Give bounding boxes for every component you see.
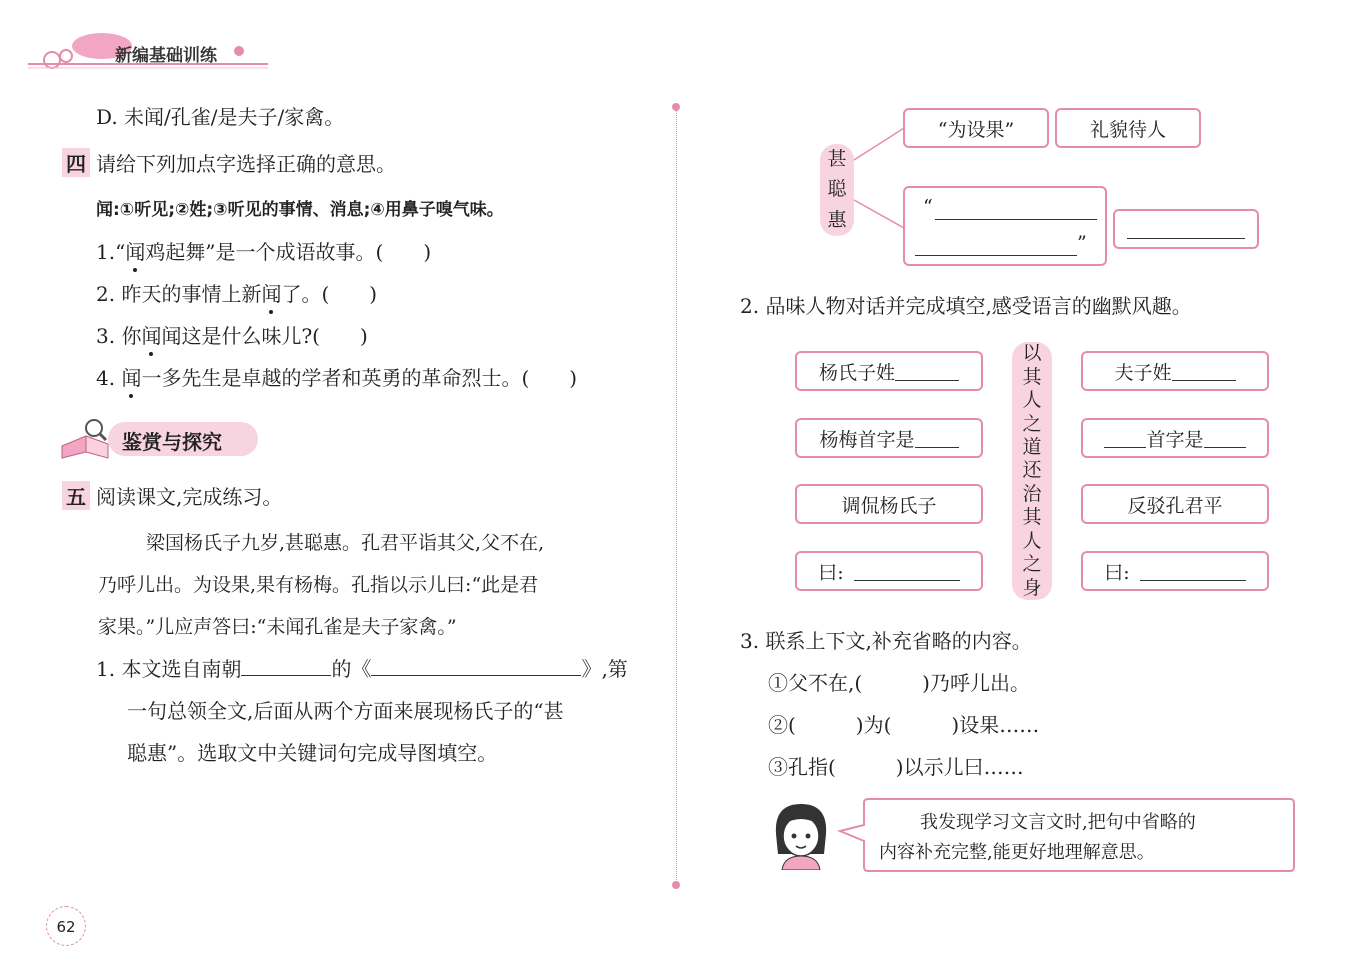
surname-blank[interactable]: [895, 361, 959, 381]
q4-item-pre: 3. 你: [96, 324, 142, 348]
q4-item-pre: 4.: [96, 366, 122, 390]
q2-left-box-4: [795, 551, 983, 591]
q2-right-label: 首字是: [1146, 428, 1204, 451]
q5-title: [62, 481, 282, 510]
quote-blank-1[interactable]: [935, 200, 1097, 220]
q4-item-4: [96, 362, 577, 391]
q5-text: 阅读课文,完成练习。: [96, 485, 283, 509]
master-surname-blank[interactable]: [1172, 361, 1236, 381]
open-quote: “: [923, 196, 933, 218]
dynasty-blank[interactable]: [241, 655, 331, 676]
q4-title: [62, 148, 396, 177]
q2-right-label: 曰:: [1104, 561, 1130, 584]
divider-dot-top: [672, 103, 680, 111]
q2-left-box-3: 调侃杨氏子: [795, 484, 983, 524]
q5-item1-part-b: 的《: [331, 657, 372, 681]
q2-center-char: 人: [1022, 529, 1042, 552]
q2-right-box-4: [1081, 551, 1269, 591]
page-number: 62: [56, 918, 76, 936]
speech-blank-left[interactable]: [854, 561, 960, 581]
q2-right-box-1: [1081, 351, 1269, 391]
q4-number: 四: [62, 148, 90, 177]
dotted-char: 闻: [121, 366, 142, 390]
q2-right-box-3: 反驳孔君平: [1081, 484, 1269, 524]
q2-right-label: 夫子姓: [1114, 361, 1172, 384]
q4-item-pre: 2. 昨天的事情上新: [96, 282, 262, 306]
q4-item-2: [96, 278, 377, 307]
option-d: D. 未闻/孔雀/是夫子/家禽。: [96, 105, 345, 129]
q5-item1-line2: 一句总领全文,后面从两个方面来展现杨氏子的“甚: [127, 699, 564, 723]
close-quote: ”: [1077, 232, 1087, 254]
section-banner: [56, 416, 261, 460]
q5-number: 五: [62, 481, 90, 510]
passage-line-1: 梁国杨氏子九岁,甚聪惠。孔君平诣其父,父不在,: [146, 532, 545, 554]
passage-line-3: 家果。”儿应声答曰:“未闻孔雀是夫子家禽。”: [98, 616, 457, 638]
divider-dot-bottom: [672, 881, 680, 889]
q2-center-char: 其: [1022, 506, 1042, 529]
q3-text: 3. 联系上下文,补充省略的内容。: [740, 629, 1032, 653]
q2-center-char: 身: [1022, 576, 1042, 599]
q2-left-label: 杨梅首字是: [819, 428, 915, 451]
mindmap-box-1: “为设果”: [903, 108, 1049, 148]
q2-center-column: [1012, 342, 1052, 600]
q5-item1-part-a: 1. 本文选自南朝: [96, 657, 242, 681]
q3-item-2: ②( )为( )设果……: [768, 713, 1040, 737]
first-char-blank-right[interactable]: [1204, 428, 1246, 448]
mindmap-center-char: 惠: [827, 209, 847, 232]
q4-meanings: 闻:①听见;②姓;③听见的事情、消息;④用鼻子嗅气味。: [96, 200, 504, 220]
q2-center-char: 治: [1022, 482, 1042, 505]
q4-item-post: 鸡起舞”是一个成语故事。( ): [145, 240, 432, 264]
q4-item-post: 一多先生是卓越的学者和英勇的革命烈士。( ): [141, 366, 578, 390]
mindmap-box-2: 礼貌待人: [1055, 108, 1201, 148]
q4-text: 请给下列加点字选择正确的意思。: [96, 152, 396, 176]
passage-line-2: 乃呼儿出。为设果,果有杨梅。孔指以示儿曰:“此是君: [98, 574, 539, 596]
q2-text: 2. 品味人物对话并完成填空,感受语言的幽默风趣。: [740, 294, 1192, 318]
mindmap-box-4: [1113, 209, 1259, 249]
q5-item1-line3: 聪惠”。选取文中关键词句完成导图填空。: [127, 741, 498, 765]
banner-label: 鉴赏与探究: [122, 430, 222, 454]
header-dot-icon: [234, 46, 244, 56]
q4-item-1: [96, 236, 431, 265]
q4-item-pre: 1.“: [96, 240, 126, 264]
dotted-char: 闻: [261, 282, 282, 306]
q2-center-char: 道: [1022, 436, 1042, 459]
q2-left-box-2: [795, 418, 983, 458]
mindmap-center-char: 聪: [827, 178, 847, 201]
mindmap-center-char: 甚: [827, 147, 847, 170]
q2-left-box-1: [795, 351, 983, 391]
first-word-blank[interactable]: [1104, 428, 1146, 448]
q4-item-3: [96, 320, 368, 349]
q2-left-label: 杨氏子姓: [818, 361, 895, 384]
q5-item1-line1: [96, 653, 628, 682]
girl-avatar-icon: [770, 800, 832, 870]
q3-item-3: ③孔指( )以示儿曰……: [768, 755, 1024, 779]
q4-item-post: 了。( ): [281, 282, 378, 306]
first-char-blank[interactable]: [915, 428, 959, 448]
dotted-char: 闻: [141, 324, 162, 348]
mindmap-box-3: [903, 186, 1107, 266]
q2-center-char: 人: [1022, 389, 1042, 412]
header-title: 新编基础训练: [115, 46, 217, 66]
q5-item1-part-c: 》,第: [581, 657, 628, 681]
q2-center-char: 其: [1022, 365, 1042, 388]
quote-blank-2[interactable]: [915, 236, 1077, 256]
q2-center-char: 以: [1022, 342, 1042, 365]
mindmap-box-4-blank[interactable]: [1127, 219, 1245, 239]
q2-left-label: 曰:: [818, 561, 844, 584]
q2-center-char: 之: [1022, 412, 1042, 435]
q4-item-post: 闻这是什么味儿?( ): [161, 324, 368, 348]
speech-blank-right[interactable]: [1140, 561, 1246, 581]
q3-item-1: ①父不在,( )乃呼儿出。: [768, 671, 1030, 695]
mindmap-center: [820, 144, 854, 236]
q2-right-box-2: [1081, 418, 1269, 458]
bubble-line-2: 内容补充完整,能更好地理解意思。: [879, 842, 1155, 863]
bubble-line-1: 我发现学习文言文时,把句中省略的: [920, 812, 1196, 833]
q2-center-char: 还: [1022, 459, 1042, 482]
book-title-blank[interactable]: [371, 655, 581, 676]
page-divider: [676, 108, 677, 886]
q2-center-char: 之: [1022, 553, 1042, 576]
dotted-char: 闻: [125, 240, 146, 264]
